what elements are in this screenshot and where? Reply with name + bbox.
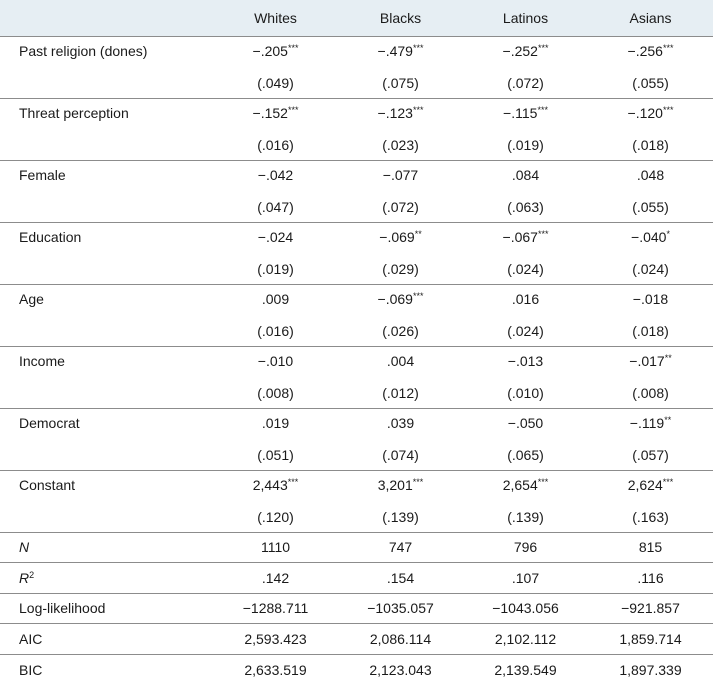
significance-stars: ***	[537, 104, 548, 115]
stat-value-cell: .107	[511, 569, 540, 586]
coefficient-row	[0, 284, 713, 315]
significance-stars: ***	[662, 42, 674, 53]
column-header: Whites	[254, 9, 297, 26]
coefficient-row	[0, 346, 713, 377]
coefficient-cell: −.123***	[377, 104, 424, 121]
standard-error-cell: (.072)	[507, 75, 544, 92]
coefficient-cell: .048	[636, 166, 665, 183]
standard-error-cell: (.065)	[507, 447, 544, 464]
stat-value-cell: 796	[513, 539, 538, 556]
coefficient-cell: −.013	[507, 352, 544, 369]
coefficient-cell: −.042	[257, 166, 294, 183]
coefficient-row	[0, 98, 713, 129]
significance-stars: ***	[287, 42, 299, 53]
stat-label: BIC	[19, 661, 43, 678]
coefficient-cell: −.252***	[502, 42, 549, 59]
standard-error-row	[0, 253, 713, 284]
coefficient-cell: −.256***	[627, 42, 674, 59]
empty-label-cell	[0, 377, 213, 408]
stat-label: AIC	[19, 630, 43, 647]
coefficient-row	[0, 470, 713, 501]
standard-error-cell: (.072)	[382, 199, 419, 216]
standard-error-cell: (.055)	[632, 75, 669, 92]
standard-error-cell: (.029)	[382, 261, 419, 278]
empty-label-cell	[0, 253, 213, 284]
model-stat-row	[0, 624, 713, 655]
standard-error-cell: (.019)	[257, 261, 294, 278]
significance-stars: ***	[662, 104, 674, 115]
coefficient-cell: .009	[261, 290, 290, 307]
standard-error-cell: (.075)	[382, 75, 419, 92]
significance-stars: ***	[662, 476, 674, 487]
significance-stars: ***	[287, 476, 299, 487]
stat-value-cell: 2,086.114	[369, 630, 432, 647]
stat-value-cell: 1,859.714	[619, 630, 682, 647]
significance-stars: ***	[537, 228, 549, 239]
column-header: Blacks	[379, 9, 422, 26]
empty-label-cell	[0, 191, 213, 222]
coefficient-cell: 3,201***	[377, 476, 424, 493]
coefficient-row	[0, 408, 713, 439]
standard-error-row	[0, 439, 713, 470]
coefficient-cell: .039	[386, 414, 415, 431]
table-body	[0, 36, 713, 685]
coefficient-row	[0, 160, 713, 191]
coefficient-cell: −.050	[507, 414, 544, 431]
coefficient-cell: −.152***	[252, 104, 299, 121]
stat-value-cell: 815	[638, 539, 663, 556]
stat-value-cell: 1110	[260, 539, 291, 556]
standard-error-row	[0, 191, 713, 222]
table-header	[0, 0, 713, 36]
coefficient-cell: −.069***	[377, 290, 424, 307]
stat-label: Log-likelihood	[19, 600, 106, 617]
variable-label: Income	[19, 352, 65, 369]
coefficient-cell: −.115***	[503, 104, 548, 121]
standard-error-cell: (.018)	[632, 137, 669, 154]
header-row	[0, 0, 713, 36]
stat-value-cell: 2,102.112	[494, 630, 557, 647]
significance-stars: **	[664, 352, 672, 363]
standard-error-cell: (.010)	[507, 385, 544, 402]
model-stat-row	[0, 593, 713, 624]
standard-error-cell: (.047)	[257, 199, 294, 216]
stat-value-cell: .154	[386, 569, 415, 586]
standard-error-cell: (.074)	[382, 447, 419, 464]
column-header: Latinos	[502, 9, 549, 26]
standard-error-cell: (.049)	[257, 75, 294, 92]
stat-value-cell: 2,633.519	[244, 661, 307, 678]
significance-stars: ***	[287, 104, 299, 115]
standard-error-cell: (.018)	[632, 323, 669, 340]
coefficient-cell: .004	[386, 352, 415, 369]
coefficient-cell: −.205***	[252, 42, 299, 59]
standard-error-cell: (.055)	[632, 199, 669, 216]
stat-value-cell: .142	[261, 569, 290, 586]
coefficient-cell: −.077	[382, 166, 419, 183]
stat-value-cell: −1288.711	[242, 600, 309, 617]
significance-stars: ***	[412, 42, 424, 53]
stat-value-cell: 2,123.043	[369, 661, 432, 678]
empty-label-cell	[0, 129, 213, 160]
standard-error-cell: (.016)	[257, 323, 294, 340]
model-stat-row	[0, 563, 713, 594]
stat-label: N	[19, 539, 30, 556]
stat-value-cell: .116	[637, 569, 664, 586]
coefficient-cell: −.120***	[627, 104, 674, 121]
standard-error-cell: (.163)	[632, 509, 669, 526]
standard-error-cell: (.008)	[257, 385, 294, 402]
coefficient-cell: .084	[511, 166, 540, 183]
header-corner	[0, 0, 213, 36]
standard-error-cell: (.057)	[632, 447, 669, 464]
model-stat-row	[0, 654, 713, 685]
standard-error-cell: (.024)	[507, 323, 544, 340]
standard-error-cell: (.063)	[507, 199, 544, 216]
standard-error-cell: (.120)	[257, 509, 294, 526]
significance-stars: ***	[537, 42, 549, 53]
coefficient-cell: −.018	[632, 290, 669, 307]
variable-label: Education	[19, 228, 82, 245]
stat-value-cell: 1,897.339	[619, 661, 682, 678]
variable-label: Past religion (dones)	[19, 42, 148, 59]
coefficient-cell: 2,654***	[502, 476, 549, 493]
coefficient-cell: −.040*	[631, 228, 670, 245]
standard-error-cell: (.024)	[632, 261, 669, 278]
column-header: Asians	[629, 9, 672, 26]
standard-error-cell: (.139)	[507, 509, 544, 526]
standard-error-row	[0, 377, 713, 408]
coefficient-row	[0, 36, 713, 67]
stat-value-cell: 2,593.423	[244, 630, 307, 647]
coefficient-row	[0, 222, 713, 253]
empty-label-cell	[0, 501, 213, 532]
coefficient-cell: 2,624***	[627, 476, 674, 493]
stat-value-cell: −1043.056	[492, 600, 559, 617]
coefficient-cell: −.010	[257, 352, 294, 369]
standard-error-cell: (.012)	[382, 385, 419, 402]
empty-label-cell	[0, 315, 213, 346]
standard-error-row	[0, 501, 713, 532]
standard-error-cell: (.024)	[507, 261, 544, 278]
stat-value-cell: 747	[388, 539, 413, 556]
standard-error-row	[0, 315, 713, 346]
empty-label-cell	[0, 439, 213, 470]
coefficient-cell: −.479***	[377, 42, 424, 59]
significance-stars: **	[664, 414, 672, 425]
coefficient-cell: 2,443***	[252, 476, 299, 493]
model-stat-row	[0, 532, 713, 563]
stat-value-cell: −921.857	[621, 600, 680, 617]
significance-stars: *	[666, 228, 670, 239]
significance-stars: ***	[537, 476, 549, 487]
coefficient-cell: −.024	[257, 228, 294, 245]
significance-stars: ***	[412, 104, 424, 115]
standard-error-row	[0, 129, 713, 160]
stat-value-cell: 2,139.549	[494, 661, 557, 678]
standard-error-cell: (.051)	[257, 447, 294, 464]
coefficient-cell: −.017**	[629, 352, 672, 369]
variable-label: Democrat	[19, 414, 80, 431]
variable-label: Threat perception	[19, 104, 129, 121]
significance-stars: **	[414, 228, 422, 239]
coefficient-cell: .016	[511, 290, 540, 307]
stat-value-cell: −1035.057	[367, 600, 434, 617]
standard-error-cell: (.023)	[382, 137, 419, 154]
stat-label: $R^2$	[19, 569, 35, 586]
standard-error-cell: (.008)	[632, 385, 669, 402]
standard-error-cell: (.026)	[382, 323, 419, 340]
significance-stars: ***	[412, 476, 424, 487]
empty-label-cell	[0, 67, 213, 98]
standard-error-cell: (.139)	[382, 509, 419, 526]
variable-label: Constant	[19, 476, 76, 493]
standard-error-cell: (.016)	[257, 137, 294, 154]
variable-label: Female	[19, 166, 66, 183]
coefficient-cell: −.067***	[502, 228, 549, 245]
coefficient-cell: −.069**	[379, 228, 422, 245]
coefficient-cell: .019	[261, 414, 290, 431]
variable-label: Age	[19, 290, 44, 307]
coefficient-cell: −.119**	[629, 414, 672, 431]
standard-error-row	[0, 67, 713, 98]
significance-stars: ***	[412, 290, 424, 301]
standard-error-cell: (.019)	[507, 137, 544, 154]
